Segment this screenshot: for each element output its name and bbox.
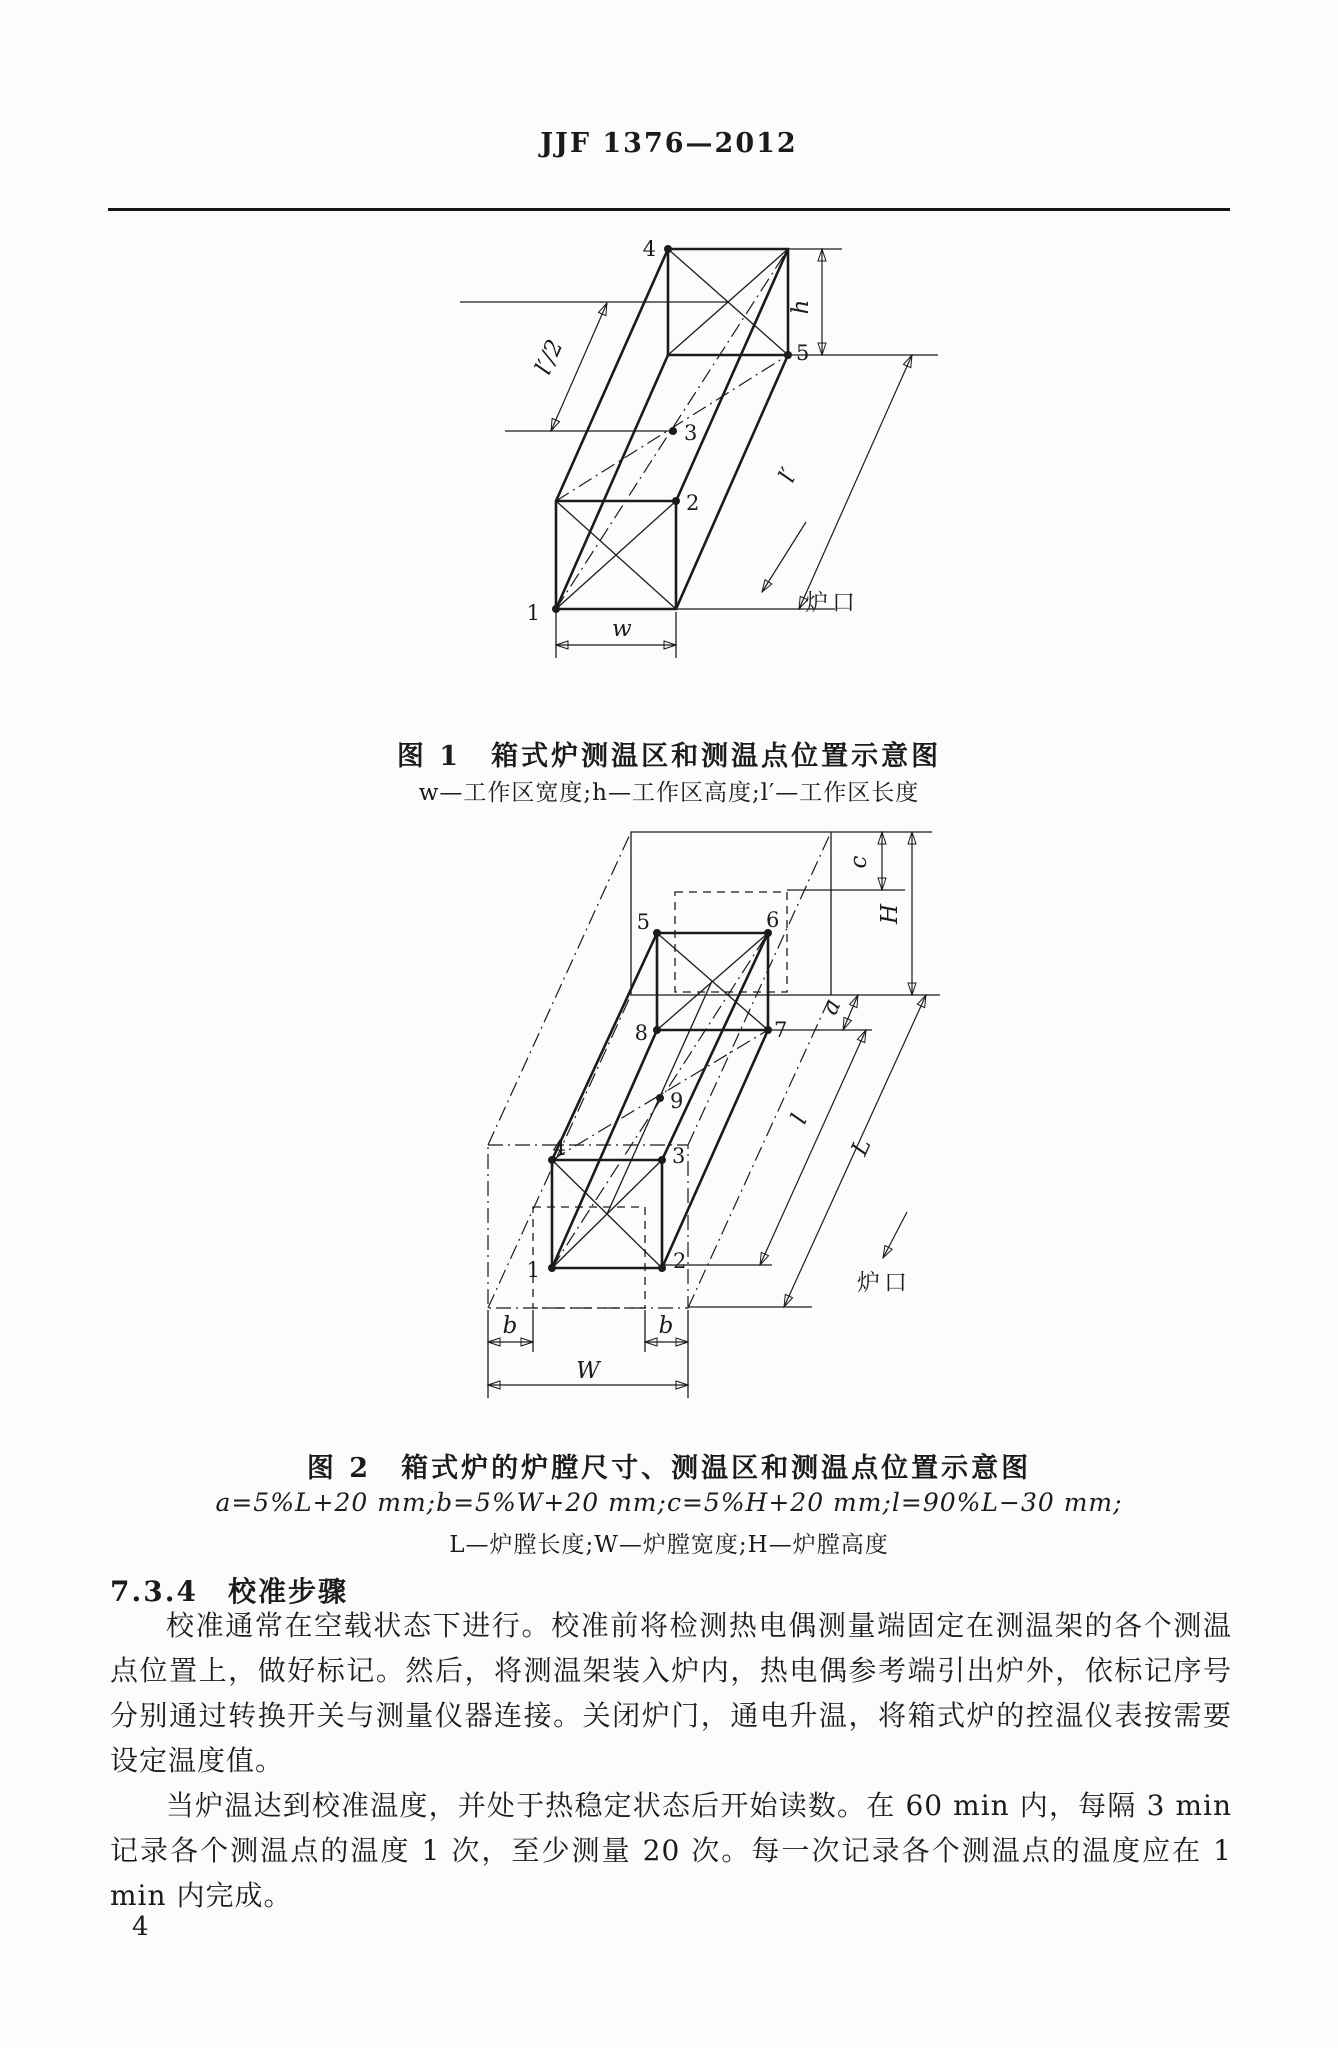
figure2-caption: 图 2 箱式炉的炉膛尺寸、测温区和测温点位置示意图 [306,1453,1032,1484]
fig2-point-label-9: 9 [670,1089,684,1113]
fig1-point-label-5: 5 [796,341,810,365]
fig2-dim-label-H: H [877,903,903,925]
fig2-dim-a-line [843,995,858,1030]
document-header-title: JJF 1376—2012 [540,128,798,159]
section-number: 7.3.4 [110,1575,198,1608]
fig2-point-label-1: 1 [526,1258,540,1282]
fig2-dim-label-W: W [576,1358,600,1384]
fig2-dim-label-c: c [846,855,872,869]
fig1-point-label-1: 1 [526,601,540,625]
figure1-caption: 图 1 箱式炉测温区和测温点位置示意图 [396,741,942,772]
figure2-legend: L—炉膛长度;W—炉膛宽度;H—炉膛高度 [449,1532,889,1558]
fig1-point-label-3: 3 [684,421,698,445]
figure2-drawing [488,832,940,1398]
fig2-dim-label-b-right: b [658,1313,674,1339]
fig1-point-label-2: 2 [686,491,700,515]
fig2-dim-label-L: L [846,1134,877,1160]
fig2-dim-label-b-left: b [502,1313,518,1339]
figure1-drawing [460,237,938,658]
paragraph-1: 校准通常在空载状态下进行。校准前将检测热电偶测量端固定在测温架的各个测温点位置上，做好标记。然后，将测温架装入炉内，热电偶参考端引出炉外，依标记序号分别通过转换开关与测量仪器连接。关闭炉门，通电升温，将箱式炉的控温仪表按需要设定温度值。 [110,1609,1232,1777]
fig2-point-label-6: 6 [766,908,780,932]
fig2-point-label-2: 2 [673,1249,687,1273]
fig1-furnace-mouth-arrow [762,522,806,592]
fig2-dim-label-a: a [816,995,847,1019]
figure1-legend: w—工作区宽度;h—工作区高度;l′—工作区长度 [418,780,920,806]
fig1-dim-length-line [799,355,912,609]
fig1-dim-label-w: w [612,616,632,642]
fig1-dim-label-h: h [788,299,814,315]
fig2-point-label-3: 3 [672,1144,686,1168]
fig2-furnace-mouth-arrow [883,1212,907,1258]
fig2-dim-label-l: l [786,1110,813,1128]
figure2-formula: a=5%L+20 mm;b=5%W+20 mm;c=5%H+20 mm;l=90%L−30 mm; [215,1488,1123,1517]
fig1-point-label-4: 4 [642,237,656,261]
page-number: 4 [132,1912,149,1942]
fig1-dim-label-length: l′ [774,464,804,487]
section-title: 校准步骤 [227,1575,348,1608]
fig2-point-label-4: 4 [552,1136,566,1160]
fig2-point-label-7: 7 [774,1018,788,1042]
fig1-furnace-mouth-label: 炉口 [805,590,859,616]
paragraph-2: 当炉温达到校准温度，并处于热稳定状态后开始读数。在 60 min 内，每隔 3 min 记录各个测温点的温度 1 次，至少测量 20 次。每一次记录各个测温点的温度应在 1 min 内完成。 [110,1789,1232,1912]
fig2-point-label-8: 8 [634,1021,648,1045]
fig2-point-label-5: 5 [636,910,650,934]
fig1-dim-label-half-length: l′/2 [530,335,569,379]
fig2-furnace-mouth-label: 炉口 [857,1270,911,1296]
